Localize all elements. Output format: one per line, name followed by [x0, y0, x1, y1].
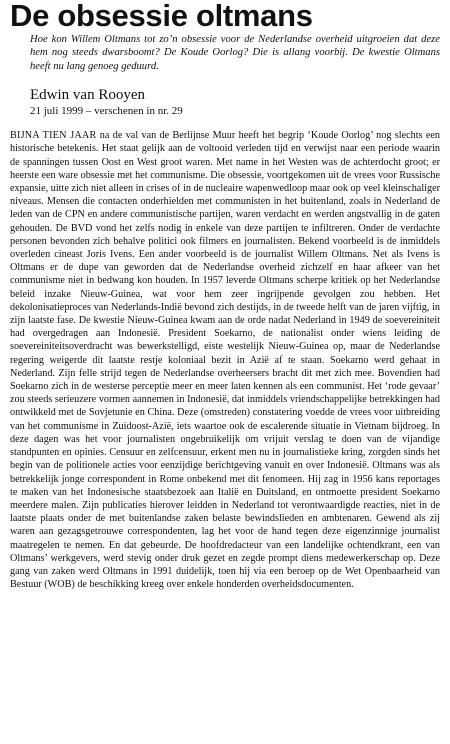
author-name: Edwin van Rooyen [30, 87, 145, 104]
article-lead: Hoe kon Willem Oltmans tot zo’n obsessie voor de Nederlandse overheid uitgroeien dat deze hem nog steeds dwarsboomt? De Koude Oorlog? Die is allang voorbij. De kwestie Oltmans heeft nu lang genoeg geduurd. [30, 34, 440, 72]
article-title: De obsessie oltmans [10, 0, 313, 33]
article-body-text: na de val van de Berlijnse Muur heeft het begrip ‘Koude Oorlog’ nog slechts een historische betekenis. Het staat gelijk aan de voltooid verleden tijd en verwijst naar een periode waarin de spanningen tussen Oost en West groot waren. Met name in het Westen was de achterdocht groot; er heerste een ware obsessie met het communisme. Die obsessie, voortgekomen uit de vrees voor Russische expansie, uitte zich niet alleen in crises of in de nucleaire wapenwedloop maar ook op veel kleinschaliger niveaus. Mensen die contacten onderhielden met communisten in het buitenland, zoals in Nederland de leden van de CPN en andere communistische partijen, waren verdacht en werden angstvallig in de gaten gehouden. De BVD vond het zelfs nodig in enkele van deze partijen te infiltreren. Onder de verdachte personen bevonden zich behalve politici ook filmers en journalisten. Bekend voorbeeld is de inmiddels overleden cineast Joris Ivens. Een ander voorbeeld is de journalist Willem Oltmans. Net als Ivens is Oltmans er de dupe van geworden dat de Nederlandse overheid zichzelf en haar afkeer van het communisme niet in bedwang kon houden. In 1957 leverde Oltmans scherpe kritiek op het Nederlandse beleid inzake Nieuw-Guinea, wat voor hem zeer ingrijpende gevolgen zou hebben. Het dekolonisatieproces van Nederlands-Indië bevond zich destijds, in de tweede helft van de jaren vijftig, in zijn laatste fase. De kwestie Nieuw-Guinea kwam aan de orde nadat Nederland in 1949 de soevereiniteit had overgedragen aan Indonesië. President Soekarno, de nationalist onder wiens leiding de soevereiniteitsoverdracht was bewerkstelligd, eiste westelijk Nieuw-Guinea op, maar de Nederlandse regering weigerde dit laatste restje koloniaal bezit in Azië af te staan. Soekarno werd gehaat in Nederland. Zijn felle strijd tegen de Nederlandse overheersers bracht dit met zich mee. Bovendien had Soekarno zich in de westerse perceptie meer en meer laten kennen als een communist. Het ‘rode gevaar’ zou steeds serieuzere vormen aannemen in Indonesië, dat inmiddels vriendschappelijke betrekkingen had ontwikkeld met de Sovjetunie en China. Deze (omstreden) constatering voedde de vrees voor uitbreiding van het communisme in Zuidoost-Azië, iets waartoe ook de escalerende situatie in Vietnam bijdroeg. In deze dagen was het voor journalisten ongebruikelijk om vrijuit verslag te doen van de vijandige standpunten en opinies. Censuur en zelfcensuur, erkent men nu in journalistieke kring, zorgden sinds het begin van de politionele acties voor eenzijdige berichtgeving vanuit en over Indonesië. Oltmans was als betrekkelijk jonge correspondent in Rome onbekend met dit fenomeen. Hij zag in 1956 kans reportages te maken van het Indonesische staatsbezoek aan Italië en Duitsland, en ontmoette president Soekarno meerdere malen. Zijn publicaties hierover leidden in Nederland tot verontwaardigde reacties, niet in de laatste plaats onder de met buitenlandse zaken belaste bewindslieden en ambtenaren. Gewend als zij waren aan gezagsgetrouwe correspondenten, lag het voor de hand tegen deze eigenzinnige journalist maatregelen te nemen. En dat gebeurde. De hoofdredacteur van een landelijke ochtendkrant, een van Oltmans’ werkgevers, werd stevig onder druk gezet en zegde prompt diens medewerkerschap op. Deze gang van zaken werd Oltmans in 1991 duidelijk, toen hij via een beroep op de Wet Openbaarheid van Bestuur (WOB) de beschikking kreeg over enkele honderden overheidsdocumenten. [10, 130, 440, 591]
article-dateline: 21 juli 1999 – verschenen in nr. 29 [30, 105, 183, 118]
article-body [10, 129, 440, 591]
article-opening-words: BIJNA TIEN JAAR [10, 130, 97, 142]
article [10, 0, 440, 591]
